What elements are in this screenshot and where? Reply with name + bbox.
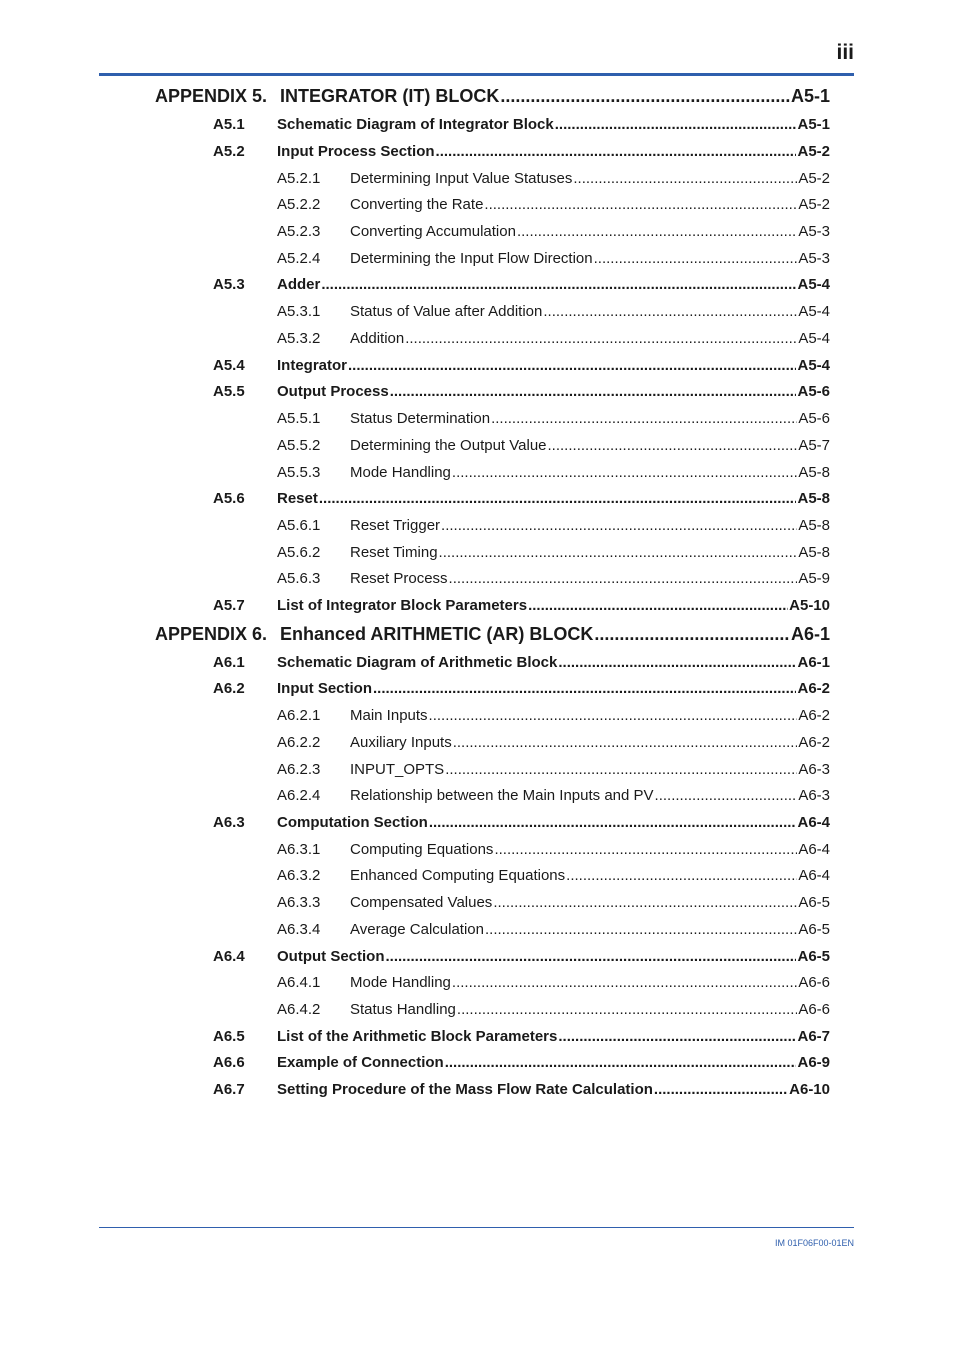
toc-entry-number: A6.3 [213, 814, 245, 831]
toc-entry-number: A5.3.2 [277, 330, 321, 347]
toc-entry-number: A6.3.2 [277, 867, 321, 884]
toc-entry-title: Status of Value after Addition [350, 303, 543, 320]
dot-leader [457, 1001, 797, 1018]
toc-entry-title: INPUT_OPTS [350, 761, 445, 778]
dot-leader [484, 196, 797, 213]
toc-entry-page: A6-4 [798, 867, 830, 884]
dot-leader [491, 410, 797, 427]
dot-leader [348, 357, 796, 374]
toc-entry-level3[interactable] [277, 170, 830, 187]
toc-entry-number: A5.2 [213, 143, 245, 160]
toc-entry-level3[interactable] [277, 894, 830, 911]
toc-entry-page: A6-4 [798, 841, 830, 858]
toc-entry-page: A5-4 [797, 357, 830, 374]
dot-leader [439, 544, 798, 561]
toc-entry-number: A6.5 [213, 1028, 245, 1045]
toc-entry-number: A5.3.1 [277, 303, 321, 320]
dot-leader [655, 787, 798, 804]
dot-leader [429, 814, 797, 831]
toc-entry-level3[interactable] [277, 437, 830, 454]
toc-entry-page: A5-6 [798, 410, 830, 427]
toc-entry-page: A5-8 [798, 517, 830, 534]
toc-entry-title: Output Section [277, 948, 385, 965]
toc-entry-page: A5-1 [797, 116, 830, 133]
toc-entry-level3[interactable] [277, 1001, 830, 1018]
toc-entry-page: A6-1 [790, 624, 830, 644]
toc-entry-page: A6-5 [797, 948, 830, 965]
toc-entry-number: A5.6.1 [277, 517, 321, 534]
toc-entry-level1[interactable] [155, 86, 830, 107]
dot-leader [319, 490, 797, 507]
toc-entry-page: A6-5 [798, 894, 830, 911]
toc-entry-level3[interactable] [277, 517, 830, 534]
toc-entry-title: Enhanced Computing Equations [350, 867, 566, 884]
toc-entry-title: Converting Accumulation [350, 223, 516, 240]
toc-entry-number: A5.6 [213, 490, 245, 507]
toc-entry-title: Input Process Section [277, 143, 435, 160]
toc-entry-level2[interactable] [213, 680, 830, 697]
toc-entry-level2[interactable] [213, 1054, 830, 1071]
toc-entry-number: A6.2.4 [277, 787, 321, 804]
toc-entry-number: A5.3 [213, 276, 245, 293]
toc-entry-level3[interactable] [277, 250, 830, 267]
toc-entry-level3[interactable] [277, 223, 830, 240]
toc-entry-title: Status Handling [350, 1001, 456, 1018]
toc-entry-page: A5-3 [798, 250, 830, 267]
toc-entry-page: A5-8 [798, 544, 830, 561]
toc-entry-level2[interactable] [213, 654, 830, 671]
dot-leader [558, 654, 796, 671]
toc-entry-title: Determining the Output Value [350, 437, 547, 454]
toc-entry-number: A5.5.2 [277, 437, 321, 454]
header-rule [99, 73, 854, 76]
toc-entry-number: A6.4.2 [277, 1001, 321, 1018]
dot-leader [373, 680, 796, 697]
toc-entry-number: A6.4 [213, 948, 245, 965]
toc-entry-level3[interactable] [277, 707, 830, 724]
toc-entry-level3[interactable] [277, 841, 830, 858]
dot-leader [543, 303, 797, 320]
toc-entry-level3[interactable] [277, 921, 830, 938]
toc-entry-title: Addition [350, 330, 405, 347]
toc-entry-number: A6.3.3 [277, 894, 321, 911]
dot-leader [449, 570, 798, 587]
toc-entry-title: Example of Connection [277, 1054, 444, 1071]
toc-entry-level3[interactable] [277, 303, 830, 320]
toc-entry-page: A5-7 [798, 437, 830, 454]
toc-entry-title: Converting the Rate [350, 196, 484, 213]
toc-entry-number: A6.1 [213, 654, 245, 671]
dot-leader [494, 841, 797, 858]
toc-entry-number: A6.3.4 [277, 921, 321, 938]
toc-entry-level3[interactable] [277, 330, 830, 347]
dot-leader [555, 116, 797, 133]
toc-entry-level2[interactable] [213, 116, 830, 133]
toc-entry-page: A5-9 [798, 570, 830, 587]
toc-entry-page: A5-4 [797, 276, 830, 293]
toc-entry-number: A6.2 [213, 680, 245, 697]
footer-rule [99, 1227, 854, 1228]
toc-entry-title: Determining the Input Flow Direction [350, 250, 593, 267]
dot-leader [573, 170, 797, 187]
toc-entry-page: A6-7 [797, 1028, 830, 1045]
toc-entry-number: APPENDIX 6. [155, 624, 268, 644]
toc-entry-title: List of the Arithmetic Block Parameters [277, 1028, 558, 1045]
dot-leader [493, 894, 797, 911]
toc-entry-level2[interactable] [213, 276, 830, 293]
toc-entry-title: Main Inputs [350, 707, 428, 724]
toc-entry-level3[interactable] [277, 787, 830, 804]
dot-leader [500, 86, 790, 107]
toc-entry-title: Setting Procedure of the Mass Flow Rate Calculation [277, 1081, 653, 1098]
dot-leader [594, 624, 790, 645]
toc-entry-number: A5.5.1 [277, 410, 321, 427]
toc-entry-page: A5-2 [798, 170, 830, 187]
toc-entry-level3[interactable] [277, 974, 830, 991]
dot-leader [528, 597, 788, 614]
toc-entry-page: A6-2 [798, 734, 830, 751]
toc-entry-title: Reset Timing [350, 544, 438, 561]
toc-entry-level2[interactable] [213, 357, 830, 374]
toc-entry-title: Determining Input Value Statuses [350, 170, 573, 187]
toc-entry-page: A5-3 [798, 223, 830, 240]
toc-entry-number: A6.3.1 [277, 841, 321, 858]
toc-entry-level2[interactable] [213, 1028, 830, 1045]
toc-entry-title: Mode Handling [350, 974, 451, 991]
dot-leader [436, 143, 797, 160]
dot-leader [558, 1028, 796, 1045]
toc-entry-title: Schematic Diagram of Integrator Block [277, 116, 554, 133]
toc-entry-page: A6-1 [797, 654, 830, 671]
toc-entry-page: A5-1 [790, 86, 830, 106]
toc-entry-title: Adder [277, 276, 321, 293]
toc-entry-page: A5-8 [798, 464, 830, 481]
toc-entry-number: A5.2.1 [277, 170, 321, 187]
toc-entry-number: A6.2.1 [277, 707, 321, 724]
toc-entry-title: Average Calculation [350, 921, 484, 938]
dot-leader [594, 250, 798, 267]
toc-entry-number: APPENDIX 5. [155, 86, 268, 106]
toc-entry-page: A5-2 [797, 143, 830, 160]
toc-entry-level3[interactable] [277, 410, 830, 427]
dot-leader [566, 867, 797, 884]
toc-entry-number: A6.2.2 [277, 734, 321, 751]
toc-entry-page: A6-3 [798, 787, 830, 804]
toc-entry-number: A5.2.2 [277, 196, 321, 213]
dot-leader [441, 517, 797, 534]
toc-entry-title: Relationship between the Main Inputs and PV [350, 787, 654, 804]
dot-leader [548, 437, 798, 454]
toc-entry-title: INTEGRATOR (IT) BLOCK [280, 86, 500, 106]
toc-entry-level2[interactable] [213, 383, 830, 400]
toc-entry-title: List of Integrator Block Parameters [277, 597, 528, 614]
toc-entry-title: Input Section [277, 680, 372, 697]
toc-entry-level2[interactable] [213, 1081, 830, 1098]
toc-entry-title: Status Determination [350, 410, 491, 427]
toc-entry-number: A5.1 [213, 116, 245, 133]
toc-entry-page: A5-6 [797, 383, 830, 400]
toc-entry-page: A6-10 [789, 1081, 830, 1098]
toc-entry-level3[interactable] [277, 196, 830, 213]
dot-leader [390, 383, 797, 400]
toc-entry-number: A6.7 [213, 1081, 245, 1098]
dot-leader [485, 921, 797, 938]
dot-leader [429, 707, 798, 724]
toc-entry-page: A5-4 [798, 330, 830, 347]
toc-entry-level3[interactable] [277, 464, 830, 481]
toc-entry-number: A5.7 [213, 597, 245, 614]
toc-entry-title: Enhanced ARITHMETIC (AR) BLOCK [280, 624, 594, 644]
toc-entry-level3[interactable] [277, 544, 830, 561]
dot-leader [445, 1054, 797, 1071]
dot-leader [321, 276, 796, 293]
toc-entry-title: Reset Process [350, 570, 448, 587]
toc-entry-number: A5.4 [213, 357, 245, 374]
toc-entry-level1[interactable] [155, 624, 830, 645]
toc-entry-number: A5.5 [213, 383, 245, 400]
dot-leader [453, 734, 798, 751]
toc-entry-page: A6-5 [798, 921, 830, 938]
dot-leader [517, 223, 797, 240]
toc-entry-level2[interactable] [213, 490, 830, 507]
toc-entry-number: A5.2.3 [277, 223, 321, 240]
toc-entry-number: A5.2.4 [277, 250, 321, 267]
toc-entry-level2[interactable] [213, 948, 830, 965]
toc-entry-number: A6.4.1 [277, 974, 321, 991]
toc-entry-title: Computation Section [277, 814, 428, 831]
toc-entry-title: Compensated Values [350, 894, 493, 911]
toc-entry-page: A6-6 [798, 974, 830, 991]
toc-entry-number: A5.6.2 [277, 544, 321, 561]
toc-entry-level2[interactable] [213, 143, 830, 160]
toc-entry-page: A6-6 [798, 1001, 830, 1018]
toc-entry-title: Reset Trigger [350, 517, 441, 534]
dot-leader [386, 948, 797, 965]
toc-entry-page: A6-4 [797, 814, 830, 831]
toc-entry-page: A6-2 [797, 680, 830, 697]
toc-entry-number: A6.6 [213, 1054, 245, 1071]
toc-entry-page: A5-2 [798, 196, 830, 213]
toc-entry-title: Computing Equations [350, 841, 494, 858]
toc-entry-number: A5.6.3 [277, 570, 321, 587]
toc-entry-level3[interactable] [277, 570, 830, 587]
toc-entry-title: Schematic Diagram of Arithmetic Block [277, 654, 558, 671]
toc-entry-level2[interactable] [213, 814, 830, 831]
dot-leader [654, 1081, 788, 1098]
toc-entry-page: A6-2 [798, 707, 830, 724]
dot-leader [445, 761, 797, 778]
toc-entry-title: Integrator [277, 357, 348, 374]
toc-entry-page: A5-4 [798, 303, 830, 320]
toc-entry-title: Auxiliary Inputs [350, 734, 452, 751]
toc-entry-page: A6-9 [797, 1054, 830, 1071]
toc-entry-title: Reset [277, 490, 318, 507]
toc-entry-number: A6.2.3 [277, 761, 321, 778]
toc-entry-level3[interactable] [277, 761, 830, 778]
document-id: IM 01F06F00-01EN [774, 1238, 854, 1248]
dot-leader [405, 330, 797, 347]
dot-leader [452, 974, 797, 991]
toc-entry-page: A5-8 [797, 490, 830, 507]
toc-entry-level3[interactable] [277, 734, 830, 751]
toc-entry-number: A5.5.3 [277, 464, 321, 481]
toc-entry-title: Output Process [277, 383, 389, 400]
toc-entry-level3[interactable] [277, 867, 830, 884]
page-number: iii [836, 41, 854, 64]
toc-entry-title: Mode Handling [350, 464, 451, 481]
toc-entry-page: A5-10 [789, 597, 830, 614]
dot-leader [452, 464, 797, 481]
toc-entry-page: A6-3 [798, 761, 830, 778]
toc-entry-level2[interactable] [213, 597, 830, 614]
